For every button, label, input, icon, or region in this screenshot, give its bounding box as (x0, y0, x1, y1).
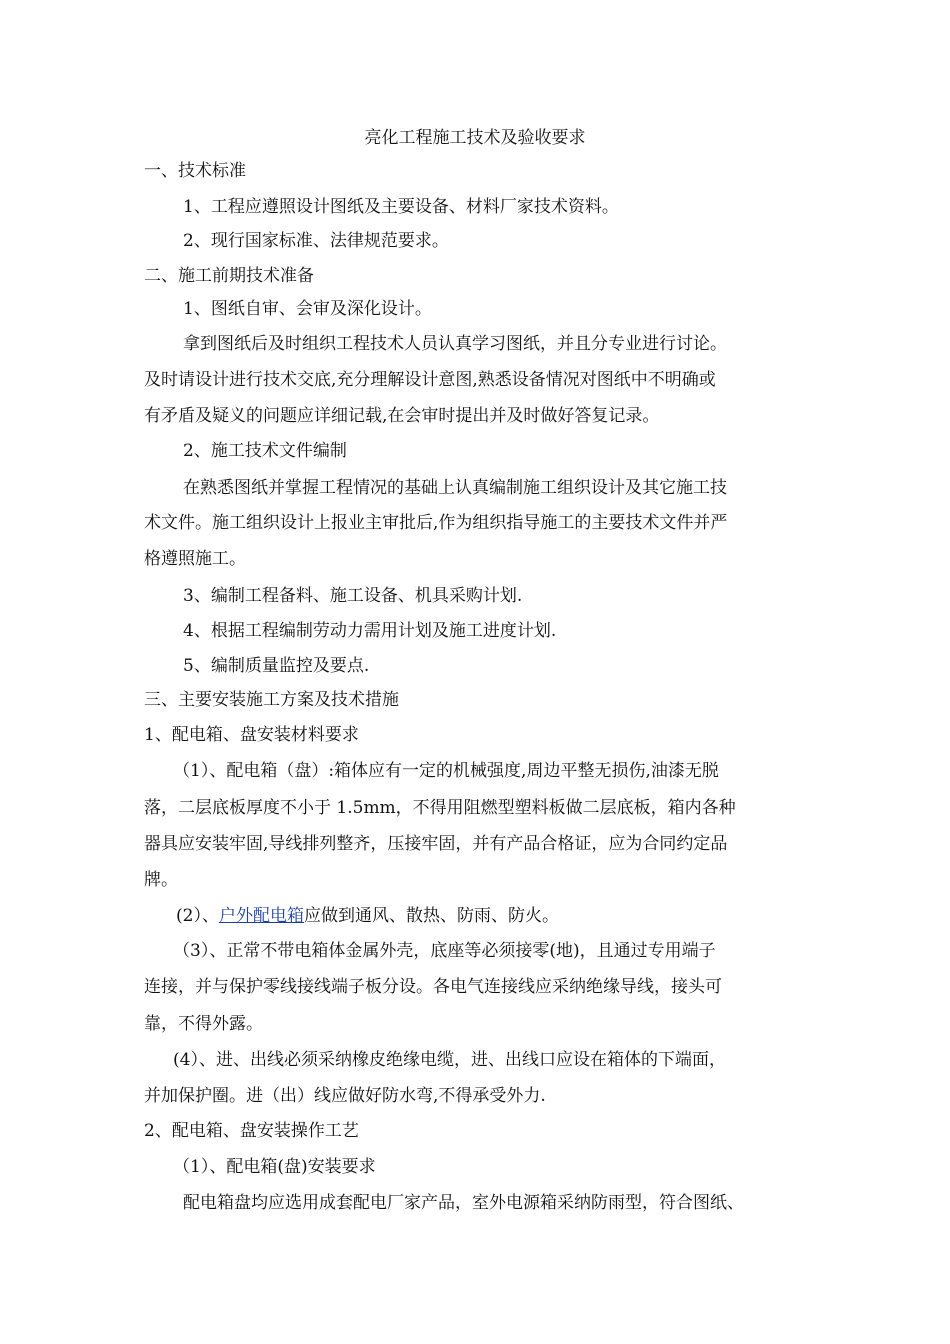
paragraph: 5、编制质量监控及要点. (183, 656, 370, 676)
paragraph-line: 术文件。施工组织设计上报业主审批后,作为组织指导施工的主要技术文件并严 (144, 513, 728, 533)
paragraph-line: 有矛盾及疑义的问题应详细记载,在会审时提出并及时做好答复记录。 (144, 406, 660, 426)
sub-heading: 1、配电箱、盘安装材料要求 (144, 725, 359, 745)
document-title: 亮化工程施工技术及验收要求 (364, 128, 586, 148)
paragraph-line: 并加保护圈。进（出）线应做好防水弯,不得承受外力. (144, 1086, 546, 1106)
paragraph-line: (4）、进、出线必须采纳橡皮绝缘电缆，进、出线口应设在箱体的下端面， (173, 1050, 726, 1070)
paragraph: 4、根据工程编制劳动力需用计划及施工进度计划. (183, 621, 557, 641)
paragraph-line: （1）、配电箱（盘）:箱体应有一定的机械强度,周边平整无损伤,油漆无脱 (173, 761, 719, 781)
paragraph-line: （3）、正常不带电箱体金属外壳，底座等必须接零(地)，且通过专用端子 (173, 941, 716, 961)
paragraph-line: 靠，不得外露。 (144, 1014, 263, 1034)
paragraph: 3、编制工程备料、施工设备、机具采购计划. (183, 586, 523, 606)
paragraph: （1）、配电箱(盘)安装要求 (173, 1157, 376, 1177)
paragraph-text: (2）、 (176, 906, 219, 926)
paragraph-line: 格遵照施工。 (144, 549, 246, 569)
section-heading-2: 二、施工前期技术准备 (144, 266, 314, 286)
paragraph-line: 连接，并与保护零线接线端子板分设。各电气连接线应采纳绝缘导线，接头可 (144, 977, 722, 997)
paragraph (176, 905, 559, 927)
paragraph-line: 器具应安装牢固,导线排列整齐，压接牢固，并有产品合格证，应为合同约定品 (144, 834, 728, 854)
paragraph-text: 应做到通风、散热、防雨、防火。 (303, 906, 559, 926)
outdoor-distribution-box-link[interactable]: 户外配电箱 (218, 906, 304, 926)
paragraph-line: 配电箱盘均应选用成套配电厂家产品，室外电源箱采纳防雨型，符合图纸、 (183, 1193, 744, 1213)
section-heading-1: 一、技术标准 (144, 161, 246, 181)
paragraph-line: 落，二层底板厚度不小于 1.5mm，不得用阻燃型塑料板做二层底板，箱内各种 (144, 798, 736, 818)
section-heading-3: 三、主要安装施工方案及技术措施 (144, 690, 399, 710)
paragraph: 2、施工技术文件编制 (183, 441, 347, 461)
paragraph-line: 及时请设计进行技术交底,充分理解设计意图,熟悉设备情况对图纸中不明确或 (144, 370, 716, 390)
sub-heading: 2、配电箱、盘安装操作工艺 (144, 1121, 359, 1141)
paragraph: 1、图纸自审、会审及深化设计。 (183, 299, 432, 319)
paragraph: 2、现行国家标准、法律规范要求。 (183, 231, 449, 251)
paragraph-line: 在熟悉图纸并掌握工程情况的基础上认真编制施工组织设计及其它施工技 (183, 478, 727, 498)
paragraph-line: 牌。 (144, 870, 178, 890)
paragraph: 1、工程应遵照设计图纸及主要设备、材料厂家技术资料。 (183, 197, 619, 217)
paragraph-line: 拿到图纸后及时组织工程技术人员认真学习图纸，并且分专业进行讨论。 (183, 334, 727, 354)
